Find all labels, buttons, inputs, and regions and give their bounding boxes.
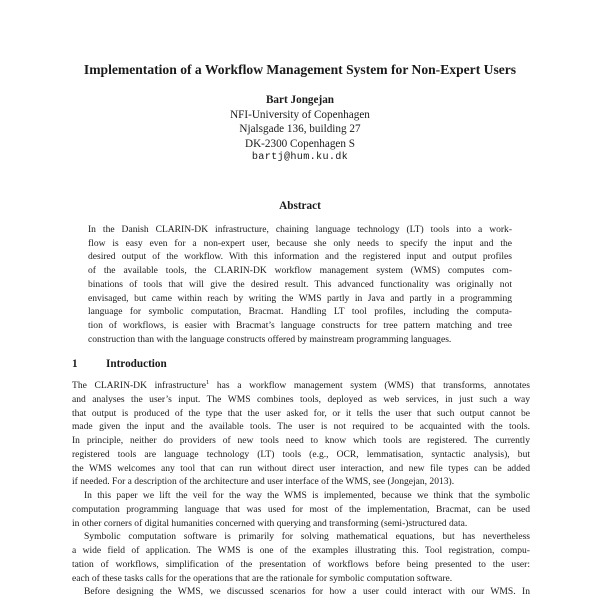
body-line: and analyses the user’s input. The WMS combines tools, deployed as web services, in just such a way bbox=[72, 393, 530, 405]
abstract-body bbox=[88, 223, 512, 346]
abstract-line: In the Danish CLARIN-DK infrastructure, chaining language technology (LT) tools into a work- bbox=[88, 224, 512, 235]
body-line: each of these tasks calls for the operations that are the rationale for symbolic computation software. bbox=[72, 572, 453, 584]
abstract-heading: Abstract bbox=[279, 200, 321, 212]
paper-title: Implementation of a Workflow Management System for Non-Expert Users bbox=[83, 62, 517, 77]
author-address-line2: DK-2300 Copenhagen S bbox=[245, 137, 355, 150]
section-heading-introduction bbox=[72, 357, 532, 371]
author-email[interactable]: bartj@hum.ku.dk bbox=[251, 152, 349, 164]
author-address-line1: Njalsgade 136, building 27 bbox=[239, 123, 361, 136]
body-line: that output is produced of the type that the user asked for, or it tells the user that such output cannot be bbox=[72, 407, 530, 419]
section-title: Introduction bbox=[106, 358, 167, 370]
body-line: made given the input and the available tools. The user is not required to be acquainted with the tools. bbox=[72, 421, 530, 433]
body-line: the WMS welcomes any tool that can run without direct user interaction, and new file types can be added bbox=[72, 462, 530, 474]
body-line: computation programming language that was used for most of the implementation, Bracmat, can be used bbox=[72, 503, 530, 515]
body-line: tation of workflows, simplification of the presentation of workflows before being presented to the user: bbox=[72, 558, 530, 570]
section-number: 1 bbox=[72, 358, 78, 370]
abstract-line: construction than with the language constructs offered by mainstream programming languages. bbox=[88, 333, 452, 345]
body-line: a wide field of application. The WMS is one of the examples illustrating this. Tool registration, compu- bbox=[72, 545, 530, 556]
body-text-fragment: has a workflow management system (WMS) that transforms, annotates bbox=[209, 380, 530, 391]
abstract-line: of the available tools, the CLARIN-DK workflow management system (WMS) computes com- bbox=[88, 265, 512, 277]
body-line: In principle, neither do providers of new tools need to know which tools are registered. The currently bbox=[72, 435, 530, 446]
abstract-line: desired output of the workflow. With this information and the registered input and output profiles bbox=[88, 251, 512, 263]
abstract-line: binations of tools that will give the desired result. This advanced functionality was originally not bbox=[88, 278, 512, 290]
body-line: Before designing the WMS, we discussed scenarios for how a user could interact with our WMS. In bbox=[84, 586, 530, 598]
footnote-marker[interactable]: 1 bbox=[206, 378, 210, 386]
abstract-line: language for symbolic computation, Bracmat. Handling LT tool profiles, including the computa- bbox=[88, 306, 512, 318]
body-line bbox=[72, 379, 530, 393]
author-name: Bart Jongejan bbox=[265, 94, 335, 106]
author-block bbox=[0, 93, 600, 166]
abstract-line: tion of workflows, is easier with Bracmat’s language constructs for tree pattern matching and tree bbox=[88, 319, 512, 331]
body-line: in other corners of digital humanities concerned with querying and transforming (semi-)structured data. bbox=[72, 517, 468, 529]
body-line: registered tools are language technology (LT) tools (e.g., OCR, lemmatisation, syntactic analysis), but bbox=[72, 448, 530, 460]
abstract-line: envisaged, but came within reach by writing the WMS partly in Java and partly in a programming bbox=[88, 292, 512, 304]
abstract-line: flow is easy even for a non-expert user, because she only needs to specify the input and the bbox=[88, 237, 512, 249]
body-line: In this paper we lift the veil for the way the WMS is implemented, because we think that the symbolic bbox=[84, 490, 530, 501]
body-line: if needed. For a description of the architecture and user interface of the WMS, see (Jongejan, 2013). bbox=[72, 476, 455, 488]
body-text-fragment: The CLARIN-DK infrastructure bbox=[72, 380, 207, 391]
author-affiliation: NFI-University of Copenhagen bbox=[230, 108, 370, 121]
body-line: Symbolic computation software is primarily for solving mathematical equations, but has nevertheless bbox=[84, 531, 530, 543]
introduction-body bbox=[72, 379, 530, 599]
